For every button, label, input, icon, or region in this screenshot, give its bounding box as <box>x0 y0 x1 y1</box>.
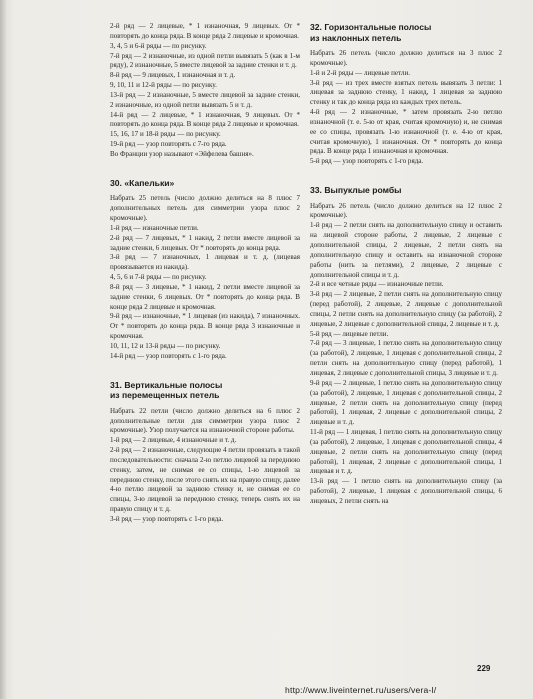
paragraph: 1-й и 2-й ряды — лицевые петли. <box>310 68 410 77</box>
paragraph: 2-й ряд — 2 изнаночные, следующие 4 петли провязать в такой последовательности: сначала 2-ю петлю лицевой за переднюю стенку, затем, не снимая ее со спицы, 1-ю лицевой за переднюю стенку, после этого снять их на правую спицу, далее 4-ю петлю лицевой за заднюю стенку и, не снимая ее со спицы, 3-ю лицевой за переднюю стенку, теперь снять их на правую спицу и т. д. <box>110 446 300 514</box>
paragraph: 4-й ряд — 2 изнаночные, * затем провязать 2-ю петлю изнаночной (т. е. 5-ю от края, считая кромочную) и, не снимая ее со спицы, провязать 1-ю изнаночной (т. е. 4-ю от края, считая кромочную), 1 изнаночная. От * повторять до конца ряда. В конце ряда 1 изнаночная и кромочная. <box>310 108 502 156</box>
paragraph: 9-й ряд — изнаночные, * 1 лицевая (из накида), 7 изнаночных. От * повторять до конца ряда. В конце ряда 3 изнаночные и кромочная. <box>110 312 300 341</box>
paragraph: 2-й и все четные ряды — изнаночные петли. <box>310 280 444 289</box>
right-column <box>310 22 502 507</box>
paragraph: 8-й ряд — 3 лицевые, * 1 накид, 2 петли вместе лицевой за задние стенки, 6 лицевых. От * повторять до конца ряда. В конце ряда 2 лицевые и кромочная. <box>110 282 300 311</box>
paragraph: 2-й ряд — 7 лицевых, * 1 накид, 2 петли вместе лицевой за задние стенки, 6 лицевых. От * повторять до конца ряда. <box>110 233 300 252</box>
paragraph: Во Франции узор называют «Эйфелева башня». <box>110 149 254 158</box>
paragraph: 14-й ряд — узор повторять с 1-го ряда. <box>110 351 227 360</box>
paragraph: 5-й ряд — лицевые петли. <box>310 329 389 338</box>
intro-paragraphs <box>110 22 300 160</box>
section-33-body <box>310 202 502 507</box>
paragraph: 13-й ряд — 2 изнаночные, 5 вместе лицевой за задние стенки, 2 изнаночные, из одной петли вывязать 5 и т. д. <box>110 90 300 109</box>
paragraph: 3-й ряд — из трех вместе взятых петель вывязать 3 петли: 1 лицевая за заднюю стенку, 1 накид, 1 лицевая за заднюю стенку и так до конца ряда из каждых трех петель. <box>310 78 502 107</box>
section-32-heading-line1: 32. Горизонтальные полосы <box>310 22 432 32</box>
section-31-heading-line2: из перемещенных петель <box>110 390 220 401</box>
paragraph: 19-й ряд — узор повторять с 7-го ряда. <box>110 140 227 149</box>
paragraph: 9, 10, 11 и 12-й ряды — по рисунку. <box>110 81 217 90</box>
section-31-body <box>110 407 300 525</box>
paragraph: 1-й ряд — 2 петли снять на дополнительную спицу и оставить на лицевой стороне работы, 2 лицевые, 2 лицевые с дополнительной спицы, 2 лицевые, 2 петли снять на дополнительную спицу и оставить на изнаночной стороне работы (нить за петлями), 2 лицевые, 2 лицевые с дополнительной спицы и т. д. <box>310 221 502 279</box>
section-30-heading: 30. «Капельки» <box>110 177 175 188</box>
watermark-url: http://www.liveinternet.ru/users/vera-l/ <box>285 685 437 695</box>
page-number: 229 <box>477 664 491 673</box>
paragraph: 3-й ряд — 7 изнаночных, 1 лицевая и т. д. (лицевая провязывается из накида). <box>110 253 300 272</box>
section-32-body <box>310 49 502 167</box>
section-30-body <box>110 194 300 361</box>
paragraph: 3, 4, 5 и 6-й ряды — по рисунку. <box>110 41 207 50</box>
paragraph: 2-й ряд — 2 лицевые, * 1 изнаночная, 9 лицевых. От * повторять до конца ряда. В конце ряда 2 лицевые и кромочная. <box>110 22 300 40</box>
paragraph: 5-й ряд — узор повторять с 1-го ряда. <box>310 157 424 166</box>
paragraph: 1-й ряд — изнаночные петли. <box>110 223 199 232</box>
section-31-heading-line1: 31. Вертикальные полосы <box>110 379 223 390</box>
paragraph: 14-й ряд — 2 лицевые, * 1 изнаночная, 9 лицевых. От * повторять до конца ряда. В конце ряда 2 лицевые и кромочная. <box>110 110 300 129</box>
paragraph: 15, 16, 17 и 18-й ряды — по рисунку. <box>110 130 221 139</box>
paragraph: Набрать 26 петель (число должно делиться на 3 плюс 2 кромочные). <box>310 49 502 67</box>
page-spine-shadow <box>0 0 6 699</box>
paragraph: 8-й ряд — 9 лицевых, 1 изнаночная и т. д. <box>110 71 236 80</box>
paragraph: Набрать 25 петель (число должно делиться на 8 плюс 7 дополнительных петель для симметрии узора плюс 2 кромочные). <box>110 194 300 222</box>
paragraph: 13-й ряд — 1 петлю снять на дополнительную спицу (за работой), 2 лицевые, 1 лицевая с дополнительной спицы, 6 лицевых, 2 петли снять на <box>310 477 502 505</box>
paragraph: 11-й ряд — 1 лицевая, 1 петлю снять на дополнительную спицу (за работой), 2 лицевые, 1 лицевая с дополнительной спицы, 4 лицевые, 2 петли снять на дополнительную спицу (перед работой), 1 лицевая, 2 лицевые с дополнительной спицы, 1 лицевая и т. д. <box>310 428 502 476</box>
paragraph: 3-й ряд — узор повторять с 1-го ряда. <box>110 514 224 523</box>
left-column <box>110 22 300 525</box>
paragraph: 4, 5, 6 и 7-й ряды — по рисунку. <box>110 273 207 282</box>
paragraph: 9-й ряд — 2 лицевые, 1 петлю снять на дополнительную спицу (за работой), 2 лицевые, 1 лицевая с дополнительной спицы, 2 лицевые, 2 петли снять на дополнительную спицу (перед работой), 1 лицевая, 2 лицевые с дополнительной спицы, 2 лицевые и т. д. <box>310 378 502 427</box>
paragraph: 1-й ряд — 2 лицевые, 4 изнаночные и т. д. <box>110 436 237 445</box>
paragraph: 7-й ряд — 3 лицевые, 1 петлю снять на дополнительную спицу (за работой), 2 лицевые, 1 лицевая с дополнительной спицы, 2 петли снять на дополнительную спицу (перед работой), 1 лицевая, 2 лицевые с дополнительной спицы, 3 лицевые и т. д. <box>310 339 502 377</box>
paragraph: Набрать 26 петель (число должно делиться на 12 плюс 2 кромочные). <box>310 201 502 220</box>
section-32-heading-line2: из наклонных петель <box>310 32 402 43</box>
paragraph: 3-й ряд — 2 лицевые, 2 петли снять на дополнительную спицу (перед работой), 2 лицевые, 2 лицевые с дополнительной спицы, 2 петли снять на дополнительную спицу (за работой), 2 лицевые, 2 лицевые с дополнительной спицы, 2 лицевые и т. д. <box>310 290 502 328</box>
paragraph: 7-й ряд — 2 изнаночные, из одной петли вывязать 5 (как в 1-м ряду), 2 изнаночные, 5 вместе лицевой за задние стенки и т. д. <box>110 51 300 70</box>
paragraph: Набрать 22 петли (число должно делиться на 6 плюс 2 дополнительные петли для симметрии узора плюс 2 кромочные). Узор получается на изнаночной стороне работы. <box>110 406 300 435</box>
paragraph: 10, 11, 12 и 13-й ряды — по рисунку. <box>110 341 221 350</box>
section-33-heading: 33. Выпуклые ромбы <box>310 185 402 196</box>
